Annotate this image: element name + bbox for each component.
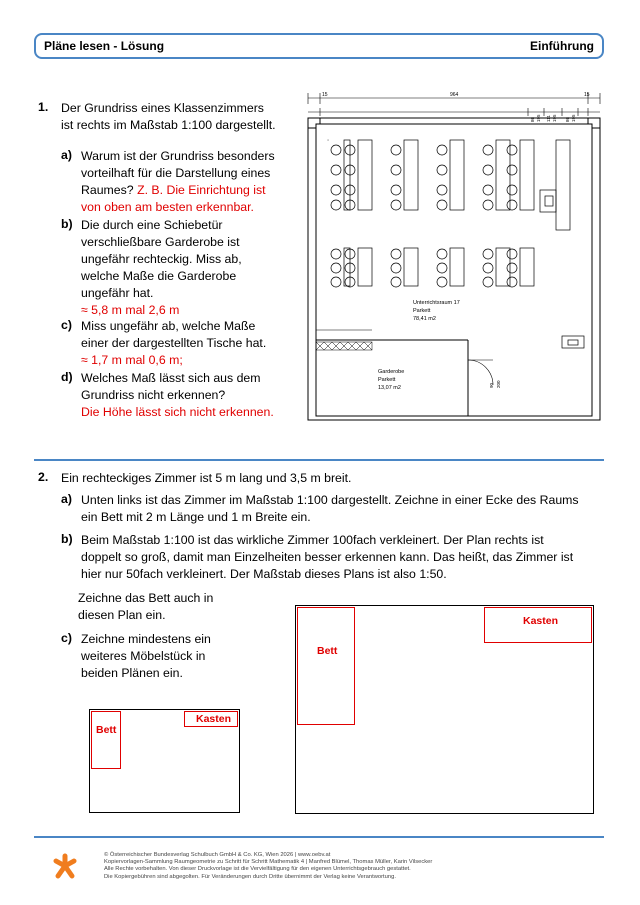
task1-d-line: Welches Maß lässt sich aus dem <box>81 371 261 385</box>
room-label: Parkett <box>413 308 431 314</box>
chair <box>437 277 447 287</box>
dim-left: 15 <box>322 92 328 98</box>
task1-b-text <box>81 217 242 319</box>
page-title: Pläne lesen - Lösung <box>44 39 165 53</box>
task1-a-label: a) <box>61 148 72 162</box>
desk <box>450 140 464 210</box>
task1-number: 1. <box>38 100 49 114</box>
chair <box>507 165 517 175</box>
dim-small: 195 <box>536 114 541 122</box>
desk <box>358 140 372 210</box>
cloak-label: Parkett <box>378 377 396 383</box>
chair <box>391 277 401 287</box>
separator <box>34 459 604 461</box>
task2-c-line: weiteres Möbelstück in <box>81 649 206 663</box>
task2-b-line: doppelt so groß, damit man Einzelheiten besser erkennen kann. Das heißt, das Zimmer ist <box>81 550 574 564</box>
chair <box>483 165 493 175</box>
footer-separator <box>34 836 604 838</box>
desk <box>496 248 510 286</box>
large-cabinet-label: Kasten <box>523 615 559 627</box>
task2-b-extra <box>78 590 213 624</box>
large-cabinet <box>484 607 592 643</box>
task1-b-answer: ≈ 5,8 m mal 2,6 m <box>81 303 180 317</box>
task1-d-answer: Die Höhe lässt sich nicht erkennen. <box>81 405 274 419</box>
chair <box>331 249 341 259</box>
task1-b-line: ungefähr hat. <box>81 286 154 300</box>
chair <box>437 263 447 273</box>
task2-a-line: Unten links ist das Zimmer im Maßstab 1:100 dargestellt. Zeichne in einer Ecke des Raums <box>81 493 579 507</box>
small-cabinet <box>184 711 238 727</box>
chair <box>331 165 341 175</box>
chair <box>437 185 447 195</box>
chair <box>437 165 447 175</box>
footer-line: Kopiervorlagen-Sammlung Raumgeometrie zu Schritt für Schritt Mathematik 4 | Manfred Blümel, Thomas Müller, Karin Vilsecker <box>104 859 433 866</box>
chair <box>437 145 447 155</box>
room-label: Unterrichtsraum 17 <box>413 300 460 306</box>
chair <box>483 249 493 259</box>
task1-d-line: Grundriss nicht erkennen? <box>81 388 226 402</box>
task2-a-text <box>81 492 579 526</box>
chair <box>507 200 517 210</box>
chair <box>507 263 517 273</box>
task1-c-line: Miss ungefähr ab, welche Maße <box>81 319 256 333</box>
dim-small: 195 <box>552 114 557 122</box>
task2-intro: Ein rechteckiges Zimmer ist 5 m lang und 3,5 m breit. <box>61 471 352 485</box>
task1-b-line: Die durch eine Schiebetür <box>81 218 223 232</box>
cloak-label: 13,07 m2 <box>378 385 401 391</box>
chair <box>483 277 493 287</box>
chair <box>507 277 517 287</box>
task2-c-line: Zeichne mindestens ein <box>81 632 211 646</box>
chair <box>391 145 401 155</box>
task2-b-line: Beim Maßstab 1:100 ist das wirkliche Zimmer 100fach verkleinert. Der Plan rechts ist <box>81 533 544 547</box>
task2-b-text <box>81 532 573 583</box>
large-bed-label: Bett <box>317 645 338 657</box>
task1-a-line: vorteilhaft für die Darstellung eines <box>81 166 271 180</box>
door-dim: 90 <box>489 382 494 388</box>
dim-right: 15 <box>584 92 590 98</box>
small-room-plan <box>89 709 240 813</box>
dim-small: 86 <box>530 116 535 122</box>
task2-b-label: b) <box>61 532 73 546</box>
footer-text <box>104 852 432 881</box>
large-bed <box>297 607 355 725</box>
dim-small: 195 <box>571 114 576 122</box>
room-label: 78,41 m2 <box>413 316 436 322</box>
cloak-label: Garderobe <box>378 369 405 375</box>
desk <box>404 248 418 286</box>
task1-b-line: verschließbare Garderobe ist <box>81 235 240 249</box>
chair <box>391 263 401 273</box>
page-category: Einführung <box>530 39 594 53</box>
task1-d-label: d) <box>61 370 73 384</box>
chair <box>391 185 401 195</box>
dim-small: 111 <box>546 115 551 122</box>
desk <box>358 248 372 286</box>
task2-number: 2. <box>38 470 49 484</box>
publisher-logo-icon <box>52 852 78 880</box>
task1-c-line: einer der dargestellten Tische hat. <box>81 336 267 350</box>
chair <box>391 249 401 259</box>
task1-a-answer: von oben am besten erkennbar. <box>81 200 254 214</box>
task1-b-line: welche Maße die Garderobe <box>81 269 237 283</box>
chair <box>437 249 447 259</box>
small-bed <box>91 711 121 769</box>
task1-a-line3: Raumes? <box>81 183 134 197</box>
small-cabinet-label: Kasten <box>196 713 232 725</box>
task1-c-answer: ≈ 1,7 m mal 0,6 m; <box>81 353 183 367</box>
chair <box>507 185 517 195</box>
chair <box>507 249 517 259</box>
task1-d-text <box>81 370 274 421</box>
chair <box>331 263 341 273</box>
chair <box>331 277 341 287</box>
task1-intro <box>61 100 276 134</box>
footer-line: Die Kopiergebühren sind abgegolten. Für Veränderungen durch Dritte übernimmt der Verlag keine Verantwortung. <box>104 873 396 880</box>
task2-a-label: a) <box>61 492 72 506</box>
task1-intro-line: ist rechts im Maßstab 1:100 dargestellt. <box>61 118 276 132</box>
desk <box>520 248 534 286</box>
chair <box>391 200 401 210</box>
task2-c-line: beiden Plänen ein. <box>81 666 183 680</box>
dim-small: 86 <box>565 116 570 122</box>
large-room-plan <box>295 605 594 814</box>
chair <box>483 263 493 273</box>
chair <box>507 145 517 155</box>
desk <box>450 248 464 286</box>
header-box <box>34 33 604 59</box>
task2-b-extra-line: Zeichne das Bett auch in <box>78 591 214 605</box>
chair <box>483 145 493 155</box>
furniture-group <box>328 140 534 287</box>
door-dim: 200 <box>496 380 501 388</box>
task2-b-line: hier nur 50fach verkleinert. Der Maßstab dieses Plans ist also 1:50. <box>81 567 447 581</box>
chair <box>331 145 341 155</box>
small-bed-label: Bett <box>96 724 117 736</box>
task2-c-label: c) <box>61 631 72 645</box>
desk <box>496 140 510 210</box>
chair <box>331 185 341 195</box>
chair <box>483 185 493 195</box>
desk <box>520 140 534 210</box>
task1-c-label: c) <box>61 318 72 332</box>
dim-total: 964 <box>450 92 459 98</box>
chair <box>437 200 447 210</box>
task1-a-text <box>81 148 275 216</box>
task1-b-label: b) <box>61 217 73 231</box>
task1-b-line: ungefähr rechteckig. Miss ab, <box>81 252 242 266</box>
task1-a-answer-start: Z. B. Die Einrichtung ist <box>137 183 266 197</box>
chair <box>391 165 401 175</box>
chair <box>483 200 493 210</box>
footer-line: © Österreichischer Bundesverlag Schulbuch GmbH & Co. KG, Wien 2026 | www.oebv.at <box>104 852 331 858</box>
task2-c-text <box>81 631 211 682</box>
task2-a-line: ein Bett mit 2 m Länge und 1 m Breite ein. <box>81 510 311 524</box>
classroom-floorplan <box>300 88 608 423</box>
task1-c-text <box>81 318 266 369</box>
task2-b-extra-line: diesen Plan ein. <box>78 608 166 622</box>
task1-intro-line: Der Grundriss eines Klassenzimmers <box>61 101 264 115</box>
task1-a-line: Warum ist der Grundriss besonders <box>81 149 275 163</box>
chair <box>331 200 341 210</box>
desk <box>404 140 418 210</box>
footer-line: Alle Rechte vorbehalten. Von dieser Druckvorlage ist die Vervielfältigung für den eigenen Unterrichtsgebrauch gestattet. <box>104 866 411 873</box>
